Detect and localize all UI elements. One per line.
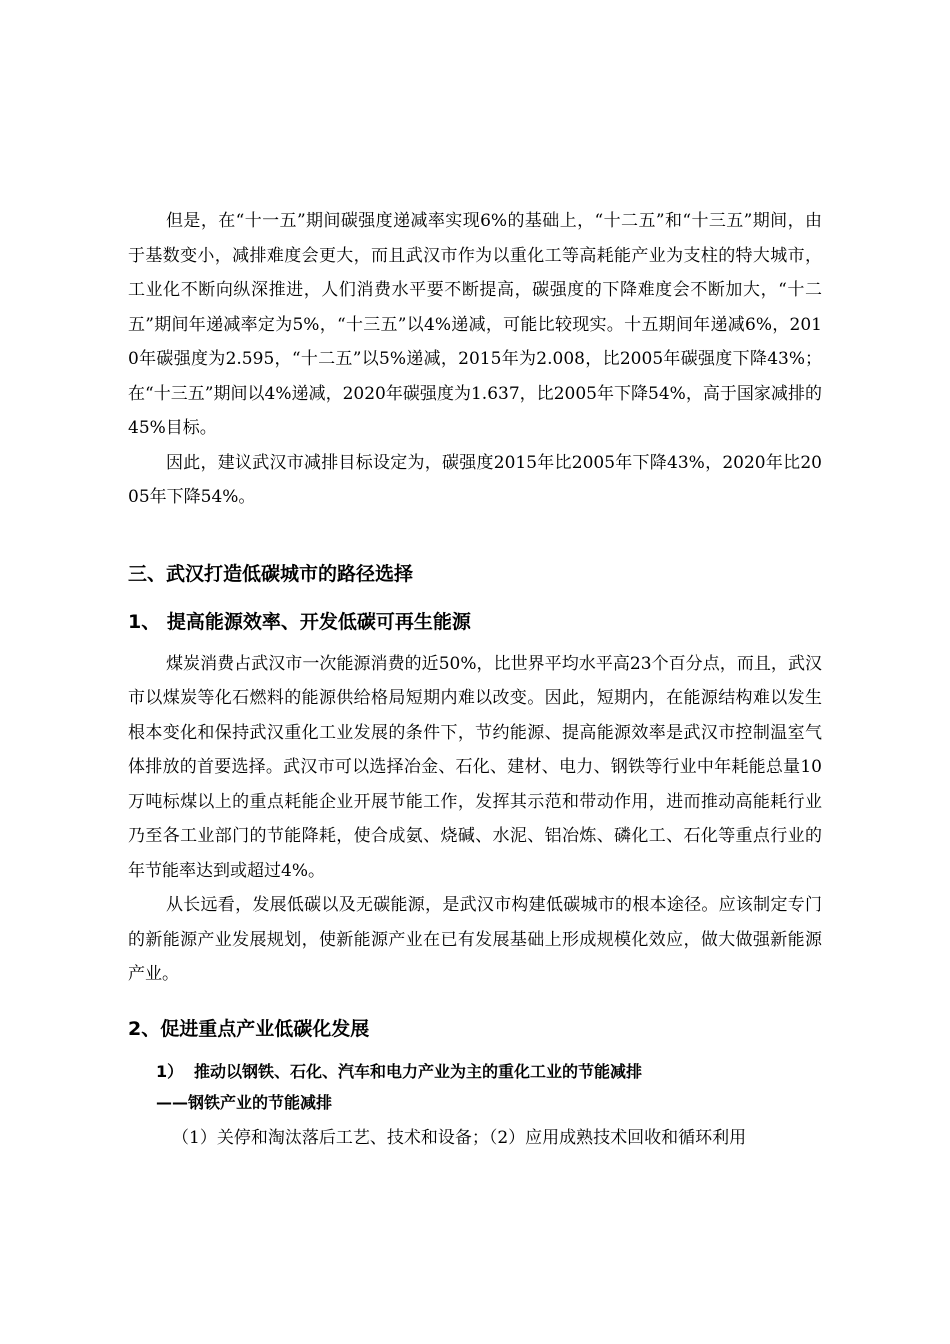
body-paragraph: 煤炭消费占武汉市一次能源消费的近50%，比世界平均水平高23个百分点，而且，武汉市以煤炭等化石燃料的能源供给格局短期内难以改变。因此，短期内，在能源结构难以发生根本变化和保持武汉重化工业发展的条件下，节约能源、提高能源效率是武汉市控制温室气体排放的首要选择。武汉市可以选择冶金、石化、建材、电力、钢铁等行业中年耗能总量10万吨标煤以上的重点耗能企业开展节能工作，发挥其示范和带动作用，进而推动高能耗行业乃至各工业部门的节能降耗，使合成氨、烧碱、水泥、铝冶炼、磷化工、石化等重点行业的年节能率达到或超过4%。 — [128, 653, 822, 881]
body-paragraph: 但是，在“十一五”期间碳强度递减率实现6%的基础上，“十二五”和“十三五”期间，由于基数变小，减排难度会更大，而且武汉市作为以重化工等高耗能产业为支柱的特大城市，工业化不断向纵深推进，人们消费水平要不断提高，碳强度的下降难度会不断加大，“十二五”期间年递减率定为5%，“十三五”以4%递减，可能比较现实。十五期间年递减6%，2010年碳强度为2.595，“十二五”以5%递减，2015年为2.008，比2005年碳强度下降43%；在“十三五”期间以4%递减，2020年碳强度为1.637，比2005年下降54%，高于国家减排的45%目标。 — [128, 211, 822, 438]
sub-sub-heading: ——钢铁产业的节能减排 — [156, 1092, 333, 1112]
body-paragraph: 因此，建议武汉市减排目标设定为，碳强度2015年比2005年下降43%，2020年比2005年下降54%。 — [128, 452, 822, 507]
sub-heading-block — [156, 1058, 822, 1117]
section-heading: 三、武汉打造低碳城市的路径选择 — [128, 562, 414, 585]
sub-heading-number: 1） — [156, 1061, 184, 1081]
sub-heading-text: 推动以钢铁、石化、汽车和电力产业为主的重化工业的节能减排 — [194, 1061, 643, 1081]
subsection-heading-2: 2、促进重点产业低碳化发展 — [128, 1017, 370, 1040]
subsection-heading-1: 1、 提高能源效率、开发低碳可再生能源 — [128, 610, 471, 633]
list-line: （1）关停和淘汰落后工艺、技术和设备；（2）应用成熟技术回收和循环利用 — [172, 1127, 747, 1148]
body-paragraph: 从长远看，发展低碳以及无碳能源，是武汉市构建低碳城市的根本途径。应该制定专门的新能源产业发展规划，使新能源产业在已有发展基础上形成规模化效应，做大做强新能源产业。 — [128, 895, 822, 984]
document-page — [128, 204, 822, 1155]
sub-heading — [156, 1058, 822, 1086]
